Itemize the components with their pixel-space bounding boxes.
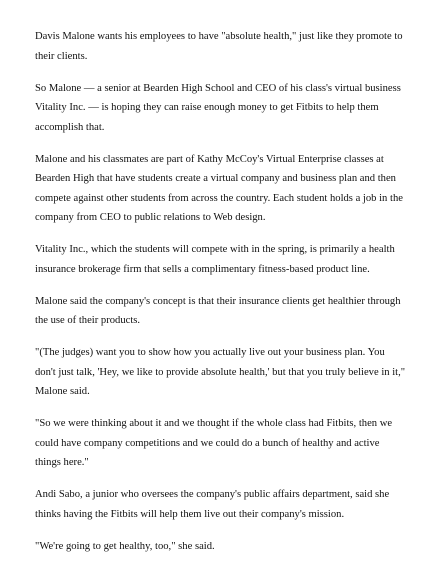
article-paragraph: Malone and his classmates are part of Kathy McCoy's Virtual Enterprise classes at Bearden High that have students create a virtual company and business plan and then compete against other students from across the country. Each student holds a job in the company from CEO to public relations to Web design. [35,153,403,223]
article-paragraph: Andi Sabo, a junior who oversees the company's public affairs department, said she thinks having the Fitbits will help them live out their company's mission. [35,489,390,520]
article-body [35,27,407,569]
article-paragraph: Davis Malone wants his employees to have "absolute health," just like they promote to their clients. [35,31,403,62]
article-paragraph: "(The judges) want you to show how you actually live out your business plan. You don't just talk, 'Hey, we like to provide absolute health,' but that you truly believe in it," Malone said. [35,347,406,397]
article-paragraph: Vitality Inc., which the students will compete with in the spring, is primarily a health insurance brokerage firm that sells a complimentary fitness-based product line. [35,244,395,275]
article-paragraph: Malone said the company's concept is that their insurance clients get healthier through the use of their products. [35,295,401,326]
article-paragraph: So Malone — a senior at Bearden High School and CEO of his class's virtual business Vitality Inc. — is hoping they can raise enough money to get Fitbits to help them accomplish that. [35,82,401,133]
article-paragraph: "So we were thinking about it and we thought if the whole class had Fitbits, then we could have company competitions and we could do a bunch of healthy and active things here." [35,418,393,468]
article-paragraph: "We're going to get healthy, too," she said. [35,540,215,552]
